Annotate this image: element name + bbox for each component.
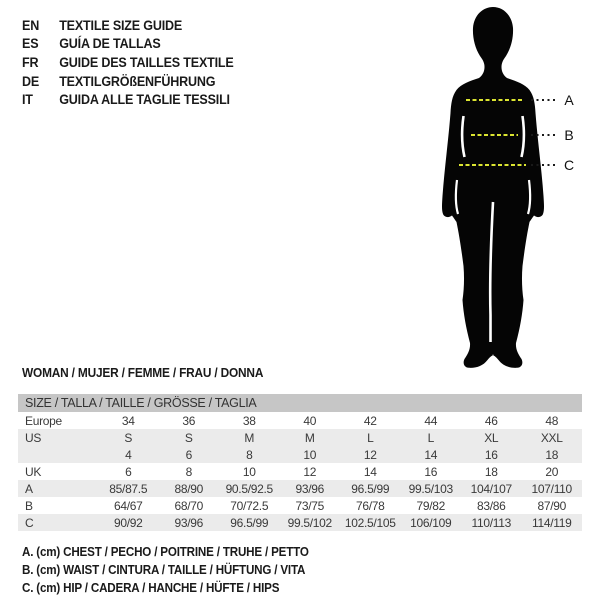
language-row bbox=[22, 90, 234, 109]
size-cell: L bbox=[367, 430, 374, 445]
size-table-row bbox=[18, 463, 582, 480]
size-cell: 73/75 bbox=[295, 498, 325, 513]
legend-line: C. (cm) HIP / CADERA / HANCHE / HÜFTE / HIPS bbox=[22, 581, 280, 596]
size-cell: 36 bbox=[182, 413, 196, 428]
language-title: TEXTILGRÖßENFÜHRUNG bbox=[59, 73, 216, 89]
size-table-row bbox=[18, 514, 582, 531]
size-cell: 20 bbox=[545, 464, 559, 479]
size-cell: 96.5/99 bbox=[351, 481, 390, 496]
size-cell: 93/96 bbox=[295, 481, 325, 496]
size-cell: 90.5/92.5 bbox=[225, 481, 273, 496]
size-cell: 44 bbox=[424, 413, 438, 428]
size-cell: S bbox=[184, 430, 193, 445]
size-cell: 93/96 bbox=[174, 515, 204, 530]
size-cell: 114/119 bbox=[532, 515, 572, 530]
size-cell: 16 bbox=[424, 464, 438, 479]
row-label: A bbox=[25, 481, 33, 496]
size-cell: 16 bbox=[484, 447, 498, 462]
language-title-list bbox=[22, 16, 234, 109]
woman-silhouette-figure bbox=[400, 0, 600, 380]
row-label: UK bbox=[25, 464, 42, 479]
size-table bbox=[18, 394, 582, 531]
section-title-woman: WOMAN / MUJER / FEMME / FRAU / DONNA bbox=[22, 366, 264, 380]
size-cell: 104/107 bbox=[470, 481, 512, 496]
size-cell: 18 bbox=[484, 464, 498, 479]
row-label: B bbox=[25, 498, 33, 513]
size-cell: 10 bbox=[242, 464, 256, 479]
size-cell: 14 bbox=[424, 447, 438, 462]
size-cell: S bbox=[124, 430, 133, 445]
size-cell: 79/82 bbox=[416, 498, 446, 513]
size-cell: 46 bbox=[484, 413, 498, 428]
size-cell: 102.5/105 bbox=[344, 515, 396, 530]
waist-connector-line bbox=[531, 134, 558, 136]
language-row bbox=[22, 72, 234, 91]
size-cell: 48 bbox=[545, 413, 559, 428]
size-cell: 90/92 bbox=[113, 515, 143, 530]
size-cell: 87/90 bbox=[537, 498, 567, 513]
language-code: ES bbox=[22, 36, 39, 52]
size-cell: 4 bbox=[125, 447, 132, 462]
size-table-row bbox=[18, 446, 582, 463]
size-table-header: SIZE / TALLA / TAILLE / GRÖSSE / TAGLIA bbox=[18, 394, 582, 412]
size-cell: XL bbox=[484, 430, 499, 445]
size-table-row bbox=[18, 429, 582, 446]
size-cell: 85/87.5 bbox=[109, 481, 148, 496]
size-cell: 107/110 bbox=[531, 481, 572, 496]
size-table-row bbox=[18, 480, 582, 497]
waist-measure-line bbox=[471, 134, 518, 136]
legend-line: A. (cm) CHEST / PECHO / POITRINE / TRUHE / PETTO bbox=[22, 545, 309, 559]
language-title: GUIDE DES TAILLES TEXTILE bbox=[59, 54, 234, 70]
language-code: DE bbox=[22, 73, 40, 89]
size-cell: 76/78 bbox=[355, 498, 385, 513]
language-code: FR bbox=[22, 54, 39, 70]
row-label: C bbox=[25, 515, 34, 530]
size-cell: 12 bbox=[363, 447, 377, 462]
measurement-legend bbox=[22, 543, 309, 598]
size-cell: 110/113 bbox=[471, 515, 511, 530]
size-cell: 12 bbox=[303, 464, 317, 479]
size-cell: 64/67 bbox=[113, 498, 143, 513]
size-cell: 99.5/103 bbox=[408, 481, 453, 496]
size-cell: 96.5/99 bbox=[230, 515, 269, 530]
size-cell: 14 bbox=[363, 464, 377, 479]
size-cell: 34 bbox=[121, 413, 135, 428]
row-label: Europe bbox=[25, 413, 62, 428]
size-cell: L bbox=[427, 430, 434, 445]
size-table-body bbox=[18, 412, 582, 531]
size-cell: 99.5/102 bbox=[287, 515, 332, 530]
size-cell: M bbox=[244, 430, 255, 445]
size-cell: 42 bbox=[363, 413, 377, 428]
language-row bbox=[22, 35, 234, 54]
size-cell: 40 bbox=[303, 413, 317, 428]
legend-line: B. (cm) WAIST / CINTURA / TAILLE / HÜFTUNG / VITA bbox=[22, 563, 306, 578]
hip-connector-line bbox=[531, 164, 558, 166]
size-cell: 18 bbox=[545, 447, 559, 462]
language-row bbox=[22, 53, 234, 72]
size-cell: 10 bbox=[303, 447, 317, 462]
marker-label-b: B bbox=[564, 127, 574, 143]
row-label: US bbox=[25, 430, 42, 445]
size-cell: 38 bbox=[242, 413, 256, 428]
size-cell: 8 bbox=[246, 447, 253, 462]
size-cell: 8 bbox=[185, 464, 192, 479]
language-code: IT bbox=[22, 92, 33, 108]
chest-measure-line bbox=[466, 99, 523, 101]
size-cell: XXL bbox=[540, 430, 563, 445]
size-table-row bbox=[18, 497, 582, 514]
language-title: TEXTILE SIZE GUIDE bbox=[59, 17, 183, 33]
chest-connector-line bbox=[531, 99, 558, 101]
size-cell: 6 bbox=[125, 464, 132, 479]
language-title: GUIDA ALLE TAGLIE TESSILI bbox=[59, 92, 230, 108]
size-cell: 68/70 bbox=[174, 498, 204, 513]
size-cell: 70/72.5 bbox=[230, 498, 269, 513]
language-title: GUÍA DE TALLAS bbox=[59, 36, 161, 52]
size-cell: M bbox=[304, 430, 315, 445]
size-cell: 83/86 bbox=[476, 498, 506, 513]
marker-label-c: C bbox=[563, 157, 575, 173]
size-cell: 88/90 bbox=[174, 481, 204, 496]
size-cell: 6 bbox=[185, 447, 192, 462]
language-code: EN bbox=[22, 17, 40, 33]
marker-label-a: A bbox=[564, 92, 574, 108]
size-cell: 106/109 bbox=[410, 515, 452, 530]
size-table-row bbox=[18, 412, 582, 429]
hip-measure-line bbox=[459, 164, 526, 166]
language-row bbox=[22, 16, 234, 35]
